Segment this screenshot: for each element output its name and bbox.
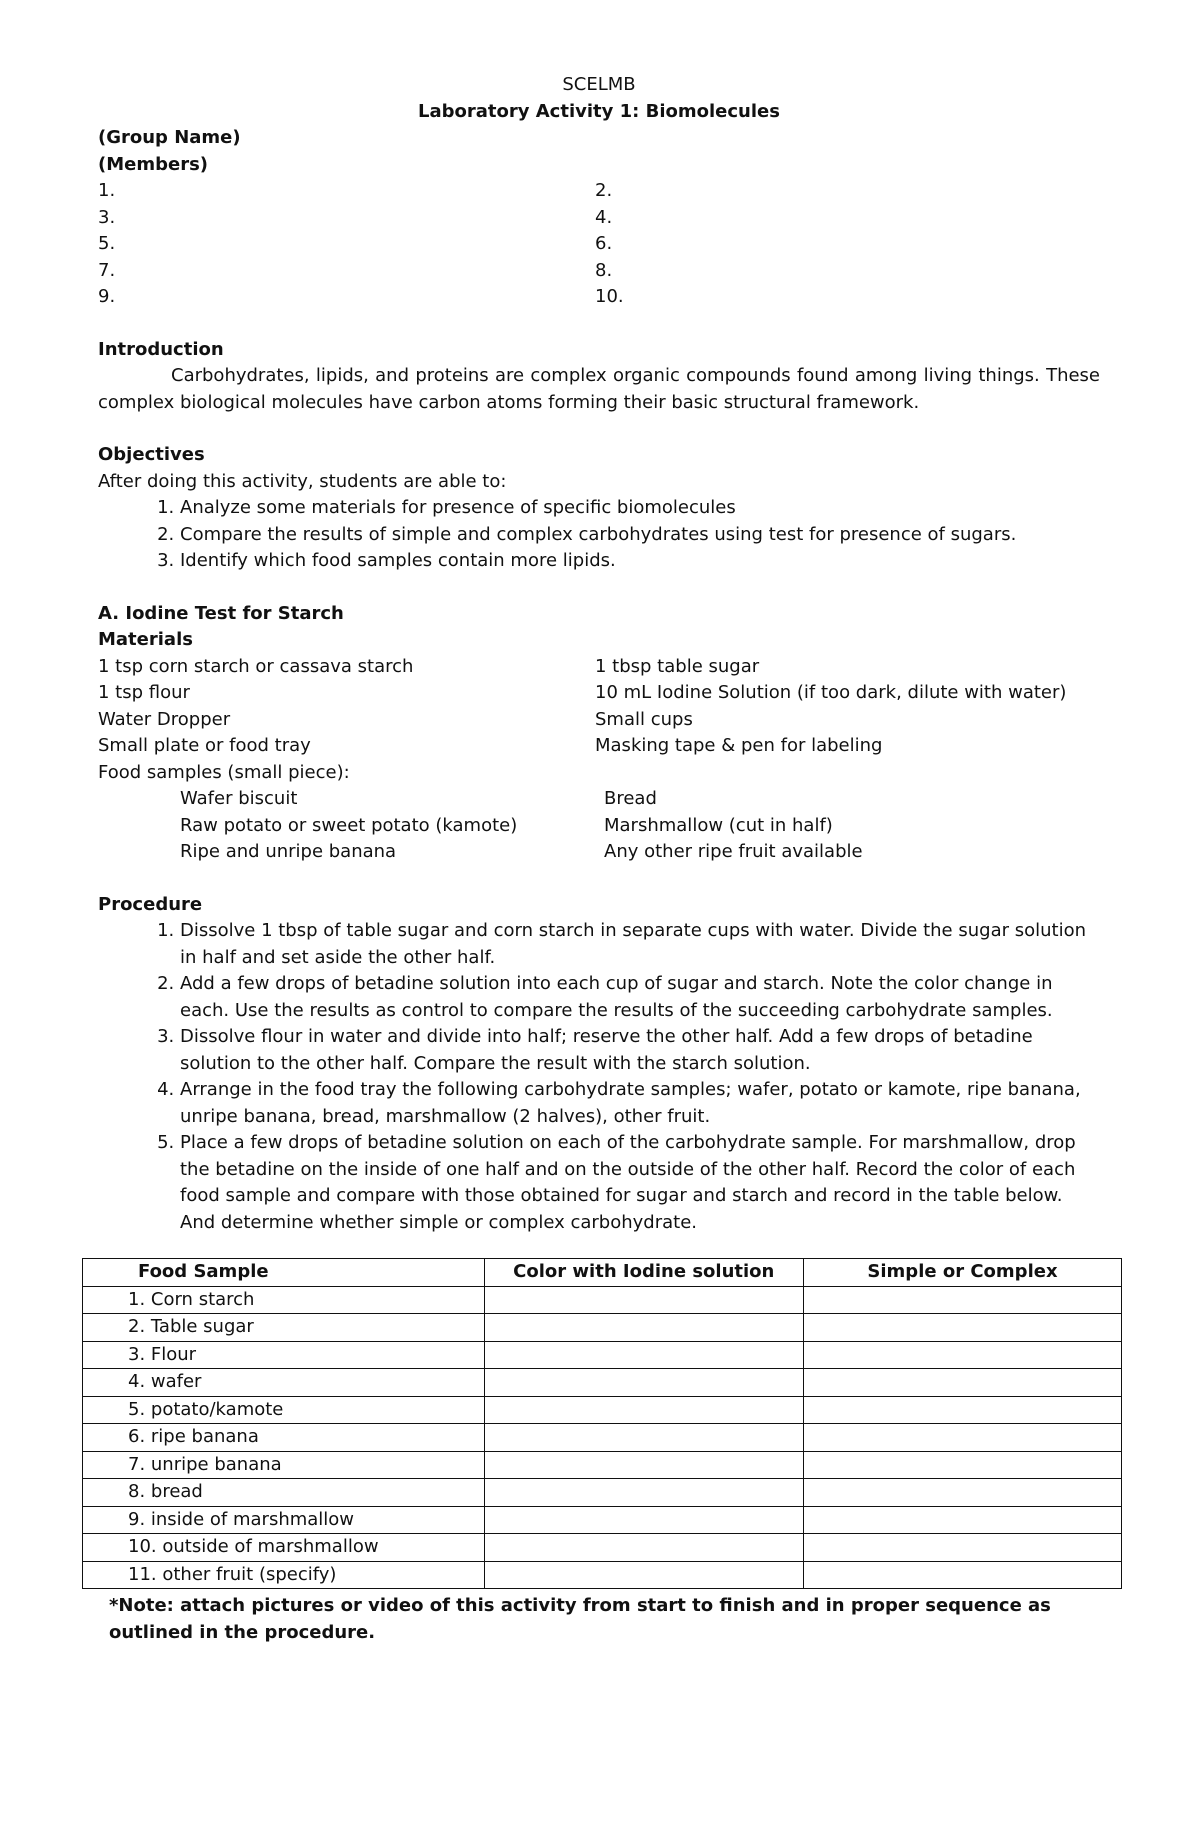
procedure-step: 5. Place a few drops of betadine solution on each of the carbohydrate sample. For marshmallow, drop the betadine on the inside of one half and on the outside of the other half. Record the color of each food sample and compare with those obtained for sugar and starch and record in the table below. And determine whether simple or complex carbohydrate. bbox=[180, 1130, 1100, 1236]
food-sample-cell: 3. Flour bbox=[83, 1341, 485, 1369]
attachment-note: *Note: attach pictures or video of this activity from start to finish and in proper sequence as outlined in the procedure. bbox=[109, 1595, 1051, 1643]
material-item: Small cups bbox=[595, 708, 693, 730]
introduction-heading: Introduction bbox=[98, 338, 224, 360]
classification-cell[interactable] bbox=[803, 1286, 1121, 1314]
color-cell[interactable] bbox=[484, 1506, 803, 1534]
classification-cell[interactable] bbox=[803, 1369, 1121, 1397]
classification-cell[interactable] bbox=[803, 1479, 1121, 1507]
color-cell[interactable] bbox=[484, 1369, 803, 1397]
classification-cell[interactable] bbox=[803, 1506, 1121, 1534]
member-number: 8. bbox=[595, 259, 613, 281]
objective-item: 1. Analyze some materials for presence of specific biomolecules bbox=[180, 495, 1100, 522]
material-item: Small plate or food tray bbox=[98, 735, 311, 756]
color-cell[interactable] bbox=[484, 1451, 803, 1479]
section-a-heading: A. Iodine Test for Starch bbox=[98, 602, 344, 624]
color-cell[interactable] bbox=[484, 1534, 803, 1562]
procedure-step: 3. Dissolve flour in water and divide into half; reserve the other half. Add a few drops of betadine solution to the other half. Compare the result with the starch solution. bbox=[180, 1024, 1100, 1077]
table-header-row bbox=[83, 1259, 1122, 1287]
procedure-heading: Procedure bbox=[98, 893, 203, 915]
materials-list bbox=[98, 654, 1100, 760]
food-sample-item: Ripe and unripe banana bbox=[180, 841, 397, 862]
food-sample-cell: 6. ripe banana bbox=[83, 1424, 485, 1452]
classification-cell[interactable] bbox=[803, 1396, 1121, 1424]
results-table bbox=[82, 1258, 1122, 1589]
color-cell[interactable] bbox=[484, 1286, 803, 1314]
member-number: 10. bbox=[595, 286, 624, 307]
food-samples-list bbox=[98, 786, 1100, 866]
doc-subtitle: Laboratory Activity 1: Biomolecules bbox=[418, 100, 780, 122]
table-row bbox=[83, 1314, 1122, 1342]
column-header-simple-complex: Simple or Complex bbox=[803, 1259, 1121, 1287]
table-row bbox=[83, 1561, 1122, 1589]
food-sample-cell: 10. outside of marshmallow bbox=[83, 1534, 485, 1562]
material-item: 1 tbsp table sugar bbox=[595, 655, 760, 677]
table-row bbox=[83, 1369, 1122, 1397]
objective-item: 2. Compare the results of simple and complex carbohydrates using test for presence of sugars. bbox=[180, 522, 1100, 549]
member-number: 2. bbox=[595, 180, 613, 201]
food-sample-cell: 2. Table sugar bbox=[83, 1314, 485, 1342]
food-sample-cell: 4. wafer bbox=[83, 1369, 485, 1397]
material-item: 1 tsp corn starch or cassava starch bbox=[98, 655, 414, 677]
food-sample-cell: 8. bread bbox=[83, 1479, 485, 1507]
procedure-list bbox=[98, 918, 1100, 1236]
member-number: 5. bbox=[98, 233, 116, 254]
classification-cell[interactable] bbox=[803, 1534, 1121, 1562]
table-row bbox=[83, 1479, 1122, 1507]
doc-title: SCELMB bbox=[562, 74, 636, 95]
food-sample-item: Any other ripe fruit available bbox=[604, 841, 863, 862]
material-item: 10 mL Iodine Solution (if too dark, dilute with water) bbox=[595, 682, 1067, 703]
objectives-list bbox=[98, 495, 1100, 575]
color-cell[interactable] bbox=[484, 1396, 803, 1424]
food-sample-cell: 11. other fruit (specify) bbox=[83, 1561, 485, 1589]
food-sample-item: Wafer biscuit bbox=[180, 788, 298, 809]
color-cell[interactable] bbox=[484, 1341, 803, 1369]
table-row bbox=[83, 1424, 1122, 1452]
member-number: 6. bbox=[595, 233, 613, 254]
objectives-heading: Objectives bbox=[98, 444, 205, 465]
table-row bbox=[83, 1286, 1122, 1314]
color-cell[interactable] bbox=[484, 1314, 803, 1342]
member-number: 9. bbox=[98, 286, 116, 307]
column-header-food-sample: Food Sample bbox=[83, 1259, 485, 1287]
food-sample-item: Raw potato or sweet potato (kamote) bbox=[180, 814, 518, 836]
material-item: Water Dropper bbox=[98, 708, 231, 730]
column-header-color: Color with Iodine solution bbox=[484, 1259, 803, 1287]
group-name-label: (Group Name) bbox=[98, 127, 241, 148]
table-row bbox=[83, 1534, 1122, 1562]
procedure-step: 4. Arrange in the food tray the following carbohydrate samples; wafer, potato or kamote, ripe banana, unripe banana, bread, marshmallow (2 halves), other fruit. bbox=[180, 1077, 1100, 1130]
classification-cell[interactable] bbox=[803, 1451, 1121, 1479]
color-cell[interactable] bbox=[484, 1479, 803, 1507]
color-cell[interactable] bbox=[484, 1561, 803, 1589]
member-number: 1. bbox=[98, 180, 116, 201]
member-number: 4. bbox=[595, 206, 613, 228]
procedure-step: 1. Dissolve 1 tbsp of table sugar and corn starch in separate cups with water. Divide the sugar solution in half and set aside the other half. bbox=[180, 918, 1100, 971]
food-sample-cell: 5. potato/kamote bbox=[83, 1396, 485, 1424]
color-cell[interactable] bbox=[484, 1424, 803, 1452]
member-number: 3. bbox=[98, 206, 116, 228]
objective-item: 3. Identify which food samples contain more lipids. bbox=[180, 548, 1100, 575]
classification-cell[interactable] bbox=[803, 1424, 1121, 1452]
member-number: 7. bbox=[98, 259, 116, 281]
material-item: Masking tape & pen for labeling bbox=[595, 735, 883, 756]
member-list bbox=[98, 178, 1100, 311]
food-sample-cell: 7. unripe banana bbox=[83, 1451, 485, 1479]
classification-cell[interactable] bbox=[803, 1561, 1121, 1589]
objectives-lead: After doing this activity, students are able to: bbox=[98, 470, 507, 492]
classification-cell[interactable] bbox=[803, 1341, 1121, 1369]
food-samples-label: Food samples (small piece): bbox=[98, 761, 350, 783]
table-row bbox=[83, 1341, 1122, 1369]
members-label: (Members) bbox=[98, 153, 209, 175]
classification-cell[interactable] bbox=[803, 1314, 1121, 1342]
procedure-step: 2. Add a few drops of betadine solution into each cup of sugar and starch. Note the color change in each. Use the results as control to compare the results of the succeeding carbohydrate samples. bbox=[180, 971, 1100, 1024]
food-sample-cell: 9. inside of marshmallow bbox=[83, 1506, 485, 1534]
food-sample-cell: 1. Corn starch bbox=[83, 1286, 485, 1314]
material-item: 1 tsp flour bbox=[98, 682, 190, 703]
food-sample-item: Bread bbox=[604, 788, 657, 809]
table-row bbox=[83, 1506, 1122, 1534]
table-row bbox=[83, 1451, 1122, 1479]
introduction-text: Carbohydrates, lipids, and proteins are complex organic compounds found among living things. These complex biological molecules have carbon atoms forming their basic structural framework. bbox=[98, 365, 1100, 413]
materials-heading: Materials bbox=[98, 629, 193, 650]
table-row bbox=[83, 1396, 1122, 1424]
food-sample-item: Marshmallow (cut in half) bbox=[604, 814, 833, 836]
